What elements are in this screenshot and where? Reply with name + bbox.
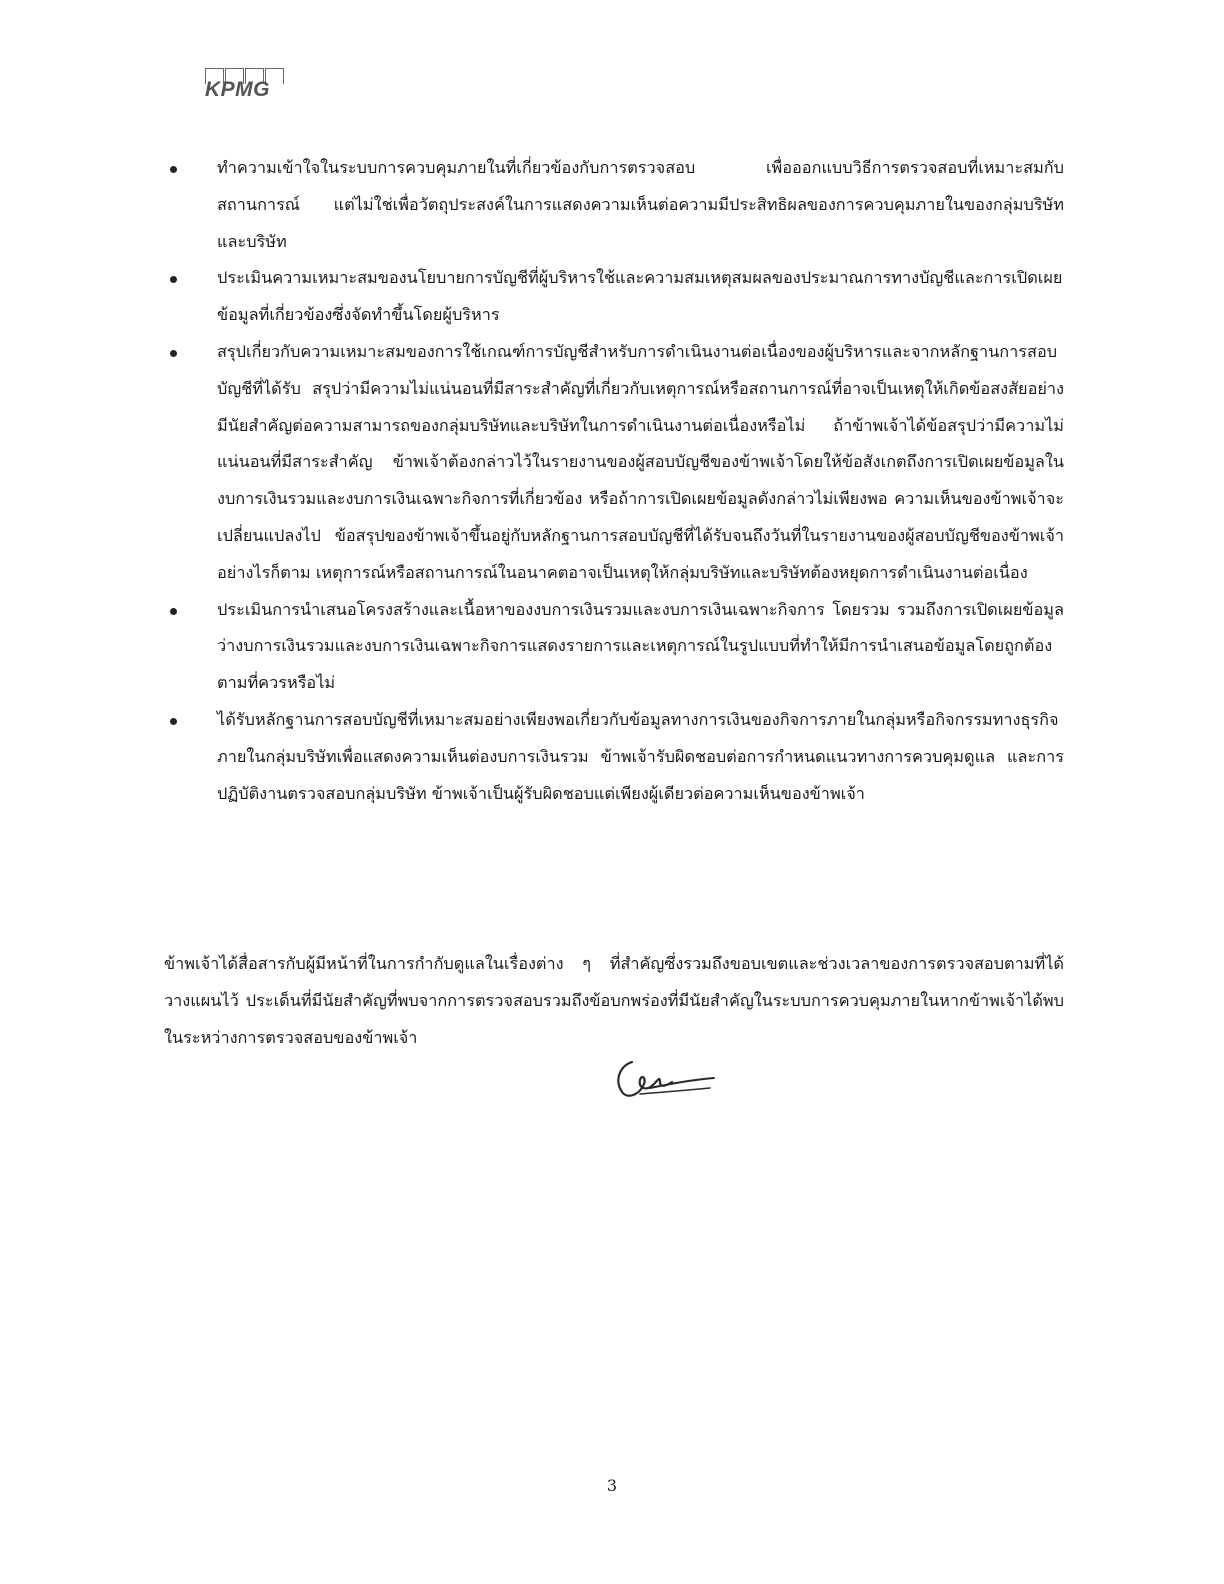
bullet-text: ทำความเข้าใจในระบบการควบคุมภายในที่เกี่ยวข้องกับการตรวจสอบ เพื่อออกแบบวิธีการตรวจสอบที่เหมาะสมกับสถานการณ์ แต่ไม่ใช่เพื่อวัตถุประสงค์ในการแสดงความเห็นต่อความมีประสิทธิผลของการควบคุมภายในของกลุ่มบริษัทและบริษัท	[217, 158, 1064, 251]
bullet-icon	[170, 166, 177, 173]
bullet-text: ประเมินความเหมาะสมของนโยบายการบัญชีที่ผู้บริหารใช้และความสมเหตุสมผลของประมาณการทางบัญชีและการเปิดเผยข้อมูลที่เกี่ยวข้องซึ่งจัดทำขึ้นโดยผู้บริหาร	[217, 268, 1063, 325]
bullet-item	[164, 260, 1064, 334]
bullet-item	[164, 702, 1064, 812]
bullet-text: ประเมินการนำเสนอโครงสร้างและเนื้อหาของงบการเงินรวมและงบการเงินเฉพาะกิจการ โดยรวม รวมถึงการเปิดเผยข้อมูลว่างบการเงินรวมและงบการเงินเฉพาะกิจการแสดงรายการและเหตุการณ์ในรูปแบบที่ทำให้มีการนำเสนอข้อมูลโดยถูกต้องตามที่ควรหรือไม่	[217, 599, 1064, 693]
bullet-item	[164, 150, 1064, 260]
kpmg-logo	[205, 68, 295, 108]
bullet-text: ได้รับหลักฐานการสอบบัญชีที่เหมาะสมอย่างเพียงพอเกี่ยวกับข้อมูลทางการเงินของกิจการภายในกลุ่มหรือกิจกรรมทางธุรกิจภายในกลุ่มบริษัทเพื่อแสดงความเห็นต่องบการเงินรวม ข้าพเจ้ารับผิดชอบต่อการกำหนดแนวทางการควบคุมดูแล และการปฏิบัติงานตรวจสอบกลุ่มบริษัท ข้าพเจ้าเป็นผู้รับผิดชอบแต่เพียงผู้เดียวต่อความเห็นของข้าพเจ้า	[217, 709, 1064, 803]
bullet-item	[164, 592, 1064, 702]
bullet-icon	[170, 718, 177, 725]
bullet-icon	[170, 608, 177, 615]
bullet-list	[164, 150, 1064, 812]
closing-paragraph: ข้าพเจ้าได้สื่อสารกับผู้มีหน้าที่ในการกำกับดูแลในเรื่องต่าง ๆ ที่สำคัญซึ่งรวมถึงขอบเขตและช่วงเวลาของการตรวจสอบตามที่ได้วางแผนไว้ ประเด็นที่มีนัยสำคัญที่พบจากการตรวจสอบรวมถึงข้อบกพร่องที่มีนัยสำคัญในระบบการควบคุมภายในหากข้าพเจ้าได้พบในระหว่างการตรวจสอบของข้าพเจ้า	[164, 954, 1064, 1047]
bullet-icon	[170, 276, 177, 283]
signature-image	[610, 1048, 720, 1108]
bullet-text: สรุปเกี่ยวกับความเหมาะสมของการใช้เกณฑ์การบัญชีสำหรับการดำเนินงานต่อเนื่องของผู้บริหารและจากหลักฐานการสอบบัญชีที่ได้รับ สรุปว่ามีความไม่แน่นอนที่มีสาระสำคัญที่เกี่ยวกับเหตุการณ์หรือสถานการณ์ที่อาจเป็นเหตุให้เกิดข้อสงสัยอย่างมีนัยสำคัญต่อความสามารถของกลุ่มบริษัทและบริษัทในการดำเนินงานต่อเนื่องหรือไม่ ถ้าข้าพเจ้าได้ข้อสรุปว่ามีความไม่แน่นอนที่มีสาระสำคัญ ข้าพเจ้าต้องกล่าวไว้ในรายงานของผู้สอบบัญชีของข้าพเจ้าโดยให้ข้อสังเกตถึงการเปิดเผยข้อมูลในงบการเงินรวมและงบการเงินเฉพาะกิจการที่เกี่ยวข้อง หรือถ้าการเปิดเผยข้อมูลดังกล่าวไม่เพียงพอ ความเห็นของข้าพเจ้าจะเปลี่ยนแปลงไป ข้อสรุปของข้าพเจ้าขึ้นอยู่กับหลักฐานการสอบบัญชีที่ได้รับจนถึงวันที่ในรายงานของผู้สอบบัญชีของข้าพเจ้า อย่างไรก็ตาม เหตุการณ์หรือสถานการณ์ในอนาคตอาจเป็นเหตุให้กลุ่มบริษัทและบริษัทต้องหยุดการดำเนินงานต่อเนื่อง	[217, 341, 1064, 582]
page-number: 3	[606, 1476, 618, 1495]
bullet-item	[164, 334, 1064, 592]
bullet-icon	[170, 350, 177, 357]
logo-text: KPMG	[205, 78, 270, 101]
